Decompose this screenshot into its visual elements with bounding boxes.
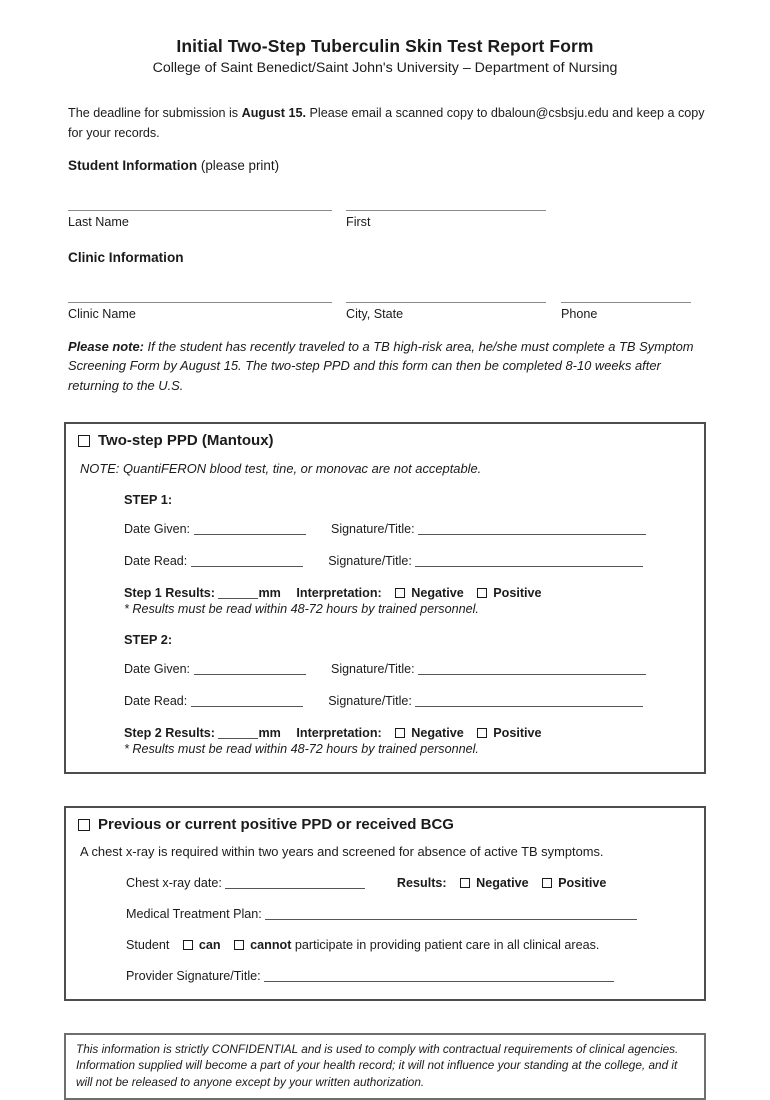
clinic-info-heading: [68, 250, 706, 265]
date-given-line[interactable]: [194, 664, 306, 675]
date-read-label: Date Read:: [124, 554, 188, 569]
cannot-label: cannot: [250, 938, 292, 953]
mantoux-note: NOTE: QuantiFERON blood test, tine, or monovac are not acceptable.: [80, 461, 482, 477]
travel-note-paragraph: [68, 337, 706, 395]
date-read-line[interactable]: [191, 556, 303, 567]
date-given-label: Date Given:: [124, 522, 191, 537]
deadline-date: August 15.: [241, 106, 306, 120]
mm-label: mm: [258, 586, 281, 601]
city-state-label: City, State: [346, 307, 404, 322]
page-title: Initial Two-Step Tuberculin Skin Test Report Form: [176, 36, 594, 56]
mantoux-section-title: Two-step PPD (Mantoux): [98, 432, 274, 450]
xray-positive-label: Positive: [558, 876, 607, 891]
signature-title-line[interactable]: [418, 664, 646, 675]
step1-heading: STEP 1:: [124, 492, 173, 508]
bcg-description: A chest x-ray is required within two years and screened for absence of active TB symptoms.: [80, 844, 604, 860]
student-fields-row: [68, 199, 706, 229]
city-state-line[interactable]: [346, 291, 546, 303]
xray-date-label: Chest x-ray date:: [126, 876, 222, 891]
step2-date-given-row: [124, 662, 690, 676]
results-mm-line[interactable]: [218, 588, 258, 599]
clinic-name-label: Clinic Name: [68, 307, 136, 322]
negative-checkbox[interactable]: [395, 728, 405, 738]
first-name-label: First: [346, 215, 371, 230]
mantoux-section-checkbox[interactable]: [78, 435, 90, 447]
interpretation-label: Interpretation:: [296, 586, 382, 601]
student-participation-row: [126, 938, 690, 952]
treatment-plan-row: [126, 907, 690, 921]
cannot-checkbox[interactable]: [234, 940, 244, 950]
step2-heading: STEP 2:: [124, 632, 173, 648]
clinic-info-heading-label: Clinic Information: [68, 250, 184, 266]
student-info-heading-label: Student Information: [68, 158, 198, 174]
phone-label: Phone: [561, 307, 598, 322]
provider-signature-label: Provider Signature/Title:: [126, 969, 261, 984]
signature-title-line[interactable]: [415, 556, 643, 567]
negative-label: Negative: [411, 726, 464, 741]
clinic-name-field[interactable]: [68, 291, 332, 321]
results-label: Results:: [396, 876, 447, 891]
first-name-field[interactable]: [346, 199, 546, 229]
positive-label: Positive: [493, 586, 542, 601]
step2-results-label: Step 2 Results:: [124, 726, 215, 741]
signature-title-line[interactable]: [418, 524, 646, 535]
signature-title-label: Signature/Title:: [330, 662, 415, 677]
page-subtitle: College of Saint Benedict/Saint John's University – Department of Nursing: [152, 60, 618, 76]
clinic-name-line[interactable]: [68, 291, 332, 303]
date-read-line[interactable]: [191, 696, 303, 707]
negative-label: Negative: [411, 586, 464, 601]
date-given-label: Date Given:: [124, 662, 191, 677]
signature-title-line[interactable]: [415, 696, 643, 707]
xray-date-line[interactable]: [225, 878, 365, 889]
step2-footnote: * Results must be read within 48-72 hours by trained personnel.: [124, 742, 479, 757]
step1-date-read-row: [124, 554, 690, 568]
confidential-notice-box: [64, 1033, 706, 1100]
positive-checkbox[interactable]: [477, 728, 487, 738]
last-name-label: Last Name: [68, 215, 129, 230]
xray-negative-checkbox[interactable]: [460, 878, 470, 888]
positive-checkbox[interactable]: [477, 588, 487, 598]
last-name-field[interactable]: [68, 199, 332, 229]
bcg-section-box: [64, 806, 706, 1001]
step2-block: [124, 632, 690, 756]
treatment-plan-label: Medical Treatment Plan:: [126, 907, 262, 922]
clinic-fields-row: [68, 291, 706, 321]
deadline-text-before: The deadline for submission is: [68, 106, 242, 120]
bcg-section-title-row: [78, 816, 690, 833]
deadline-paragraph: [68, 104, 706, 143]
student-info-heading: [68, 158, 706, 173]
xray-negative-label: Negative: [476, 876, 529, 891]
mm-label: mm: [258, 726, 281, 741]
bcg-section-checkbox[interactable]: [78, 819, 90, 831]
xray-positive-checkbox[interactable]: [542, 878, 552, 888]
step1-block: [124, 492, 690, 616]
deadline-text-after: Please email a scanned copy to dbaloun@csbsju.edu and keep a copy for your records.: [68, 106, 705, 140]
confidential-notice-text: This information is strictly CONFIDENTIAL and is used to comply with contractual requirements of clinical agencies. Information supplied will become a part of your health record; it will not influence your standing at the college, and it will not be released to anyone except by your written authorization.: [76, 1042, 679, 1089]
student-label: Student: [126, 938, 170, 953]
travel-note-lead: Please note:: [68, 339, 144, 355]
step1-date-given-row: [124, 522, 690, 536]
travel-note-body: If the student has recently traveled to a TB high-risk area, he/she must complete a TB Symptom Screening Form by August 15. The two-step PPD and this form can then be completed 8-10 weeks after returning to the U.S.: [68, 339, 694, 393]
signature-title-label: Signature/Title:: [330, 522, 415, 537]
xray-date-row: [126, 876, 690, 890]
last-name-line[interactable]: [68, 199, 332, 211]
positive-label: Positive: [493, 726, 542, 741]
student-info-heading-note: (please print): [200, 158, 280, 174]
mantoux-section-title-row: [78, 432, 690, 449]
bcg-section-title: Previous or current positive PPD or received BCG: [98, 816, 454, 834]
first-name-line[interactable]: [346, 199, 546, 211]
provider-signature-line[interactable]: [264, 971, 614, 982]
negative-checkbox[interactable]: [395, 588, 405, 598]
phone-line[interactable]: [561, 291, 691, 303]
signature-title-label: Signature/Title:: [328, 694, 412, 709]
date-given-line[interactable]: [194, 524, 306, 535]
treatment-plan-line[interactable]: [265, 909, 637, 920]
can-checkbox[interactable]: [183, 940, 193, 950]
date-read-label: Date Read:: [124, 694, 188, 709]
interpretation-label: Interpretation:: [296, 726, 382, 741]
city-state-field[interactable]: [346, 291, 546, 321]
step1-results-label: Step 1 Results:: [124, 586, 215, 601]
step2-date-read-row: [124, 694, 690, 708]
mantoux-section-box: [64, 422, 706, 774]
step1-results-row: [124, 586, 690, 600]
phone-field[interactable]: [561, 291, 691, 321]
signature-title-label: Signature/Title:: [328, 554, 412, 569]
step2-results-row: [124, 726, 690, 740]
can-label: can: [198, 938, 221, 953]
provider-signature-row: [126, 969, 690, 983]
results-mm-line[interactable]: [218, 728, 258, 739]
student-participation-text: participate in providing patient care in all clinical areas.: [294, 938, 600, 953]
step1-footnote: * Results must be read within 48-72 hours by trained personnel.: [124, 602, 479, 617]
